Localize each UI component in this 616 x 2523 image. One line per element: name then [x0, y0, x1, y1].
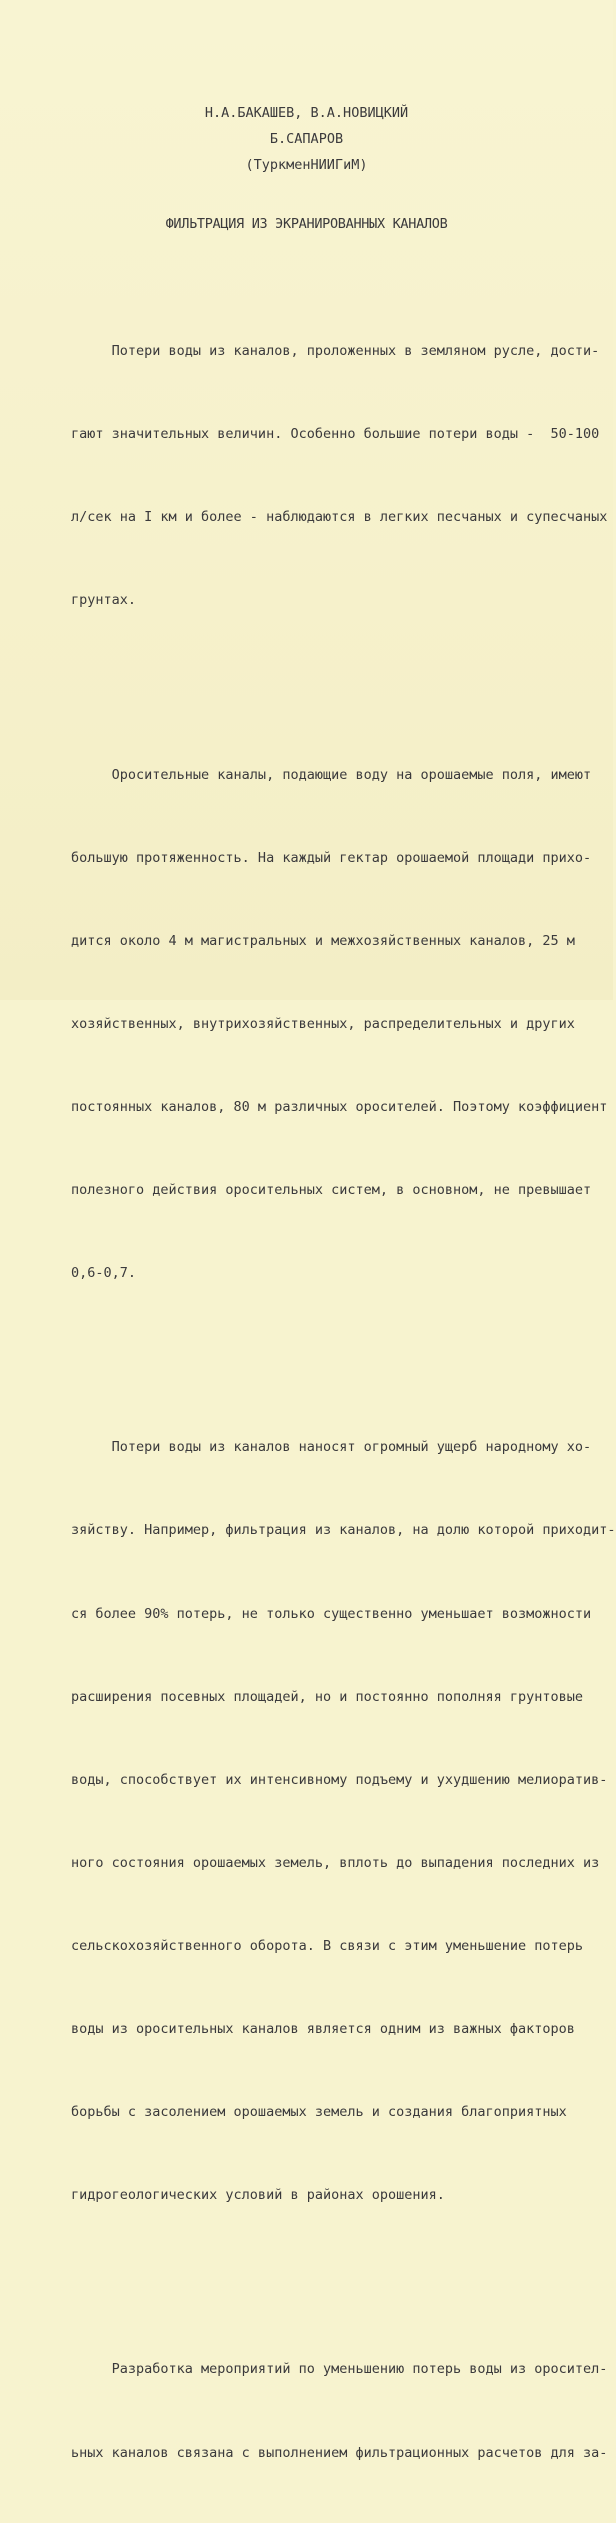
text-line: ьных каналов связана с выполнением фильтрационных расчетов для за- [71, 2444, 608, 2461]
text-line: большую протяженность. На каждый гектар орошаемой площади прихо- [71, 849, 592, 866]
text-line: дится около 4 м магистральных и межхозяйственных каналов, 25 м [71, 932, 575, 949]
paragraph-gap [71, 2265, 591, 2273]
text-line: ся более 90% потерь, не только существенно уменьшает возможности [71, 1605, 592, 1622]
text-line: Потери воды из каналов, проложенных в земляном русле, дости- [71, 343, 600, 360]
text-line: борьбы с засолением орошаемых земель и создания благоприятных [71, 2104, 567, 2121]
text-line: ного состояния орошаемых земель, вплоть до выпадения последних из [71, 1854, 600, 1871]
article-body [71, 255, 616, 2523]
text-line: постоянных каналов, 80 м различных оросителей. Поэтому коэффициент [71, 1098, 608, 1115]
paragraph-gap [71, 670, 591, 678]
article-title: ФИЛЬТРАЦИЯ ИЗ ЭКРАНИРОВАННЫХ КАНАЛОВ [165, 216, 448, 232]
text-line: воды, способствует их интенсивному подъему и ухудшению мелиоратив- [71, 1771, 608, 1788]
text-line: л/сек на I км и более - наблюдаются в легких песчаных и супесчаных [71, 509, 608, 526]
text-line: Оросительные каналы, подающие воду на орошаемые поля, имеют [71, 766, 592, 783]
authors-line-2: Б.САПАРОВ [269, 131, 344, 147]
text-line: гают значительных величин. Особенно большие потери воды - 50-100 [71, 426, 600, 443]
text-line: Потери воды из каналов наносят огромный ущерб народному хо- [71, 1439, 592, 1456]
text-line: гидрогеологических условий в районах орошения. [71, 2187, 445, 2204]
authors-line-1: Н.А.БАКАШЕВ, В.А.НОВИЦКИЙ [204, 105, 409, 121]
text-line: полезного действия оросительных систем, в основном, не превышает [71, 1182, 592, 1199]
text-line: зяйству. Например, фильтрация из каналов, на долю которой приходит- [71, 1522, 616, 1539]
text-line: воды из оросительных каналов является одним из важных факторов [71, 2021, 575, 2038]
paragraph-gap [71, 1343, 591, 1351]
text-line: 0,6-0,7. [71, 1265, 137, 1282]
text-line: сельскохозяйственного оборота. В связи с этим уменьшение потерь [71, 1937, 584, 1954]
text-line: Разработка мероприятий по уменьшению потерь воды из оросител- [71, 2361, 608, 2378]
institute-name: (ТуркменНИИГиМ) [245, 157, 368, 173]
text-line: грунтах. [71, 592, 137, 609]
text-line: расширения посевных площадей, но и постоянно пополняя грунтовые [71, 1688, 584, 1705]
authors-block [0, 100, 613, 178]
text-line: хозяйственных, внутрихозяйственных, распределительных и других [71, 1015, 575, 1032]
